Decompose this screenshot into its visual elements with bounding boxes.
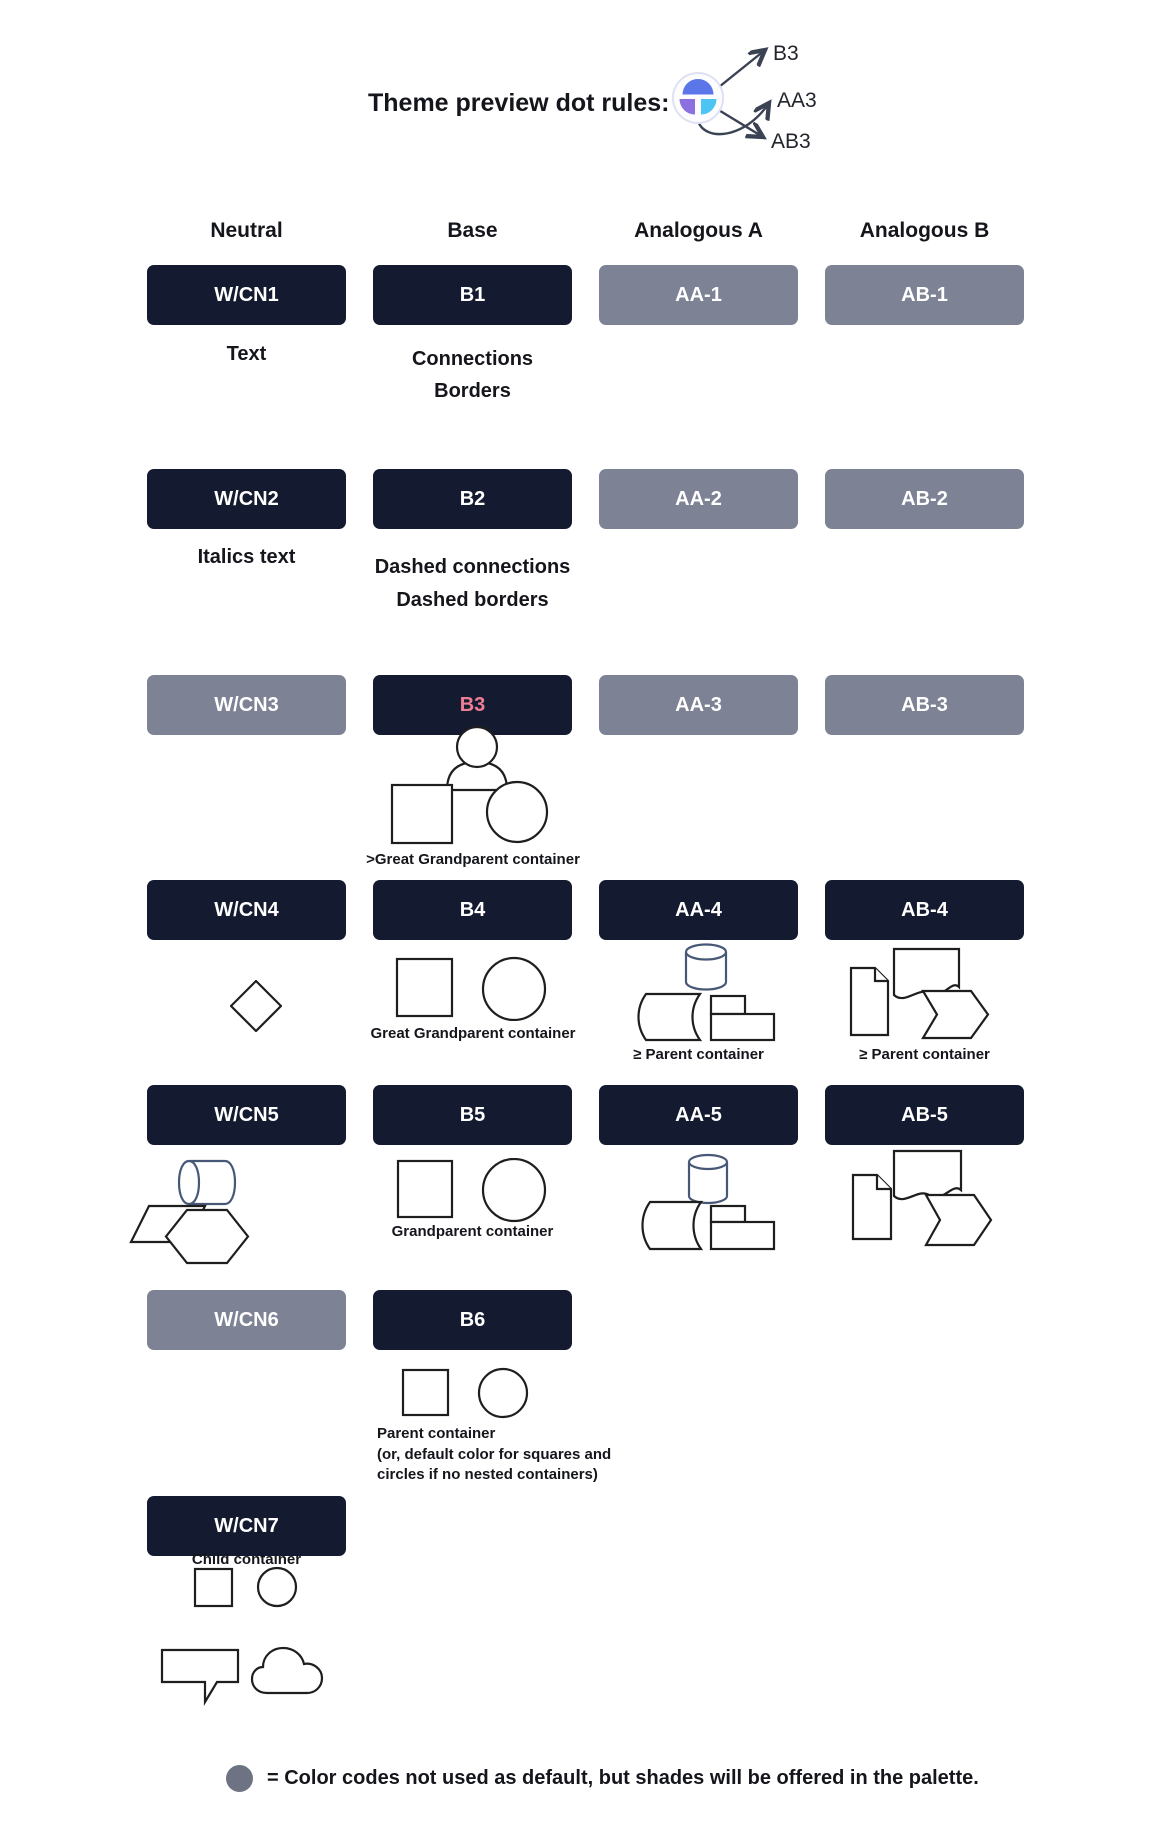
swatch-b2 [373, 469, 572, 529]
wcn4-diamond-shape [230, 980, 282, 1032]
wcn7-shape-group [190, 1563, 310, 1611]
swatch-label: AA-2 [675, 487, 722, 510]
swatch-aa4 [599, 880, 798, 940]
swatch-label: B3 [459, 693, 486, 716]
column-header-analogous-b: Analogous B [859, 219, 990, 242]
note-line: (or, default color for squares and [377, 1445, 612, 1463]
swatch-label: W/CN3 [214, 693, 279, 716]
wavy-document-shape [894, 1151, 961, 1199]
legend-text: = Color codes not used as default, but shades will be offered in the palette. [267, 1767, 979, 1789]
swatch-wcn4 [147, 880, 346, 940]
swatch-wcn2 [147, 469, 346, 529]
circle-shape [258, 1568, 296, 1606]
fold-line [877, 1175, 891, 1189]
swatch-b4 [373, 880, 572, 940]
note-line: Parent container [377, 1425, 496, 1442]
horizontal-cylinder-shape [179, 1161, 235, 1204]
square-shape [397, 959, 452, 1016]
swatch-b1 [373, 265, 572, 325]
swatch-label: AA-4 [675, 898, 722, 921]
square-shape [195, 1569, 232, 1606]
swatch-b5 [373, 1085, 572, 1145]
fold-line [875, 968, 888, 981]
callout-shape [162, 1650, 238, 1702]
column-header-neutral: Neutral [210, 219, 283, 242]
b5-shape-group [395, 1158, 550, 1228]
swatch-ab4 [825, 880, 1024, 940]
aa5-shape-group [630, 1145, 780, 1255]
swatch-wcn5 [147, 1085, 346, 1145]
note-italics-text: Italics text [197, 546, 296, 568]
chevron-shape [923, 991, 988, 1038]
swatch-label: W/CN1 [214, 283, 279, 306]
swatch-label: AB-3 [901, 693, 948, 716]
swatch-aa1 [599, 265, 798, 325]
swatch-label: AA-5 [675, 1103, 722, 1126]
curved-container-shape [639, 994, 701, 1040]
swatch-label: W/CN5 [214, 1103, 279, 1126]
chevron-shape [926, 1195, 991, 1245]
note-line: Borders [434, 380, 511, 402]
swatch-label: B6 [459, 1308, 486, 1331]
swatch-aa2 [599, 469, 798, 529]
note-line: Dashed connections [374, 556, 571, 578]
swatch-label: AB-2 [901, 487, 948, 510]
arrow-to-b3 [714, 50, 765, 91]
swatch-label: AB-4 [901, 898, 948, 921]
tabbed-rect-shape [711, 1014, 774, 1040]
square-shape [398, 1161, 452, 1217]
wcn7-note: Child container [191, 1551, 302, 1568]
swatch-aa5 [599, 1085, 798, 1145]
swatch-label: B5 [459, 1103, 486, 1126]
b4-note: Great Grandparent container [370, 1025, 576, 1042]
cylinder-cap-line [189, 1161, 199, 1204]
b6-note [377, 1424, 667, 1486]
b3-note: >Great Grandparent container [366, 851, 580, 868]
note-text: Text [226, 343, 267, 365]
circle-shape [479, 1369, 527, 1417]
legend-dot [226, 1765, 253, 1792]
circle-shape [483, 958, 545, 1020]
ab4-shape-group [845, 945, 995, 1045]
aa4-note: ≥ Parent container [633, 1046, 764, 1063]
b3-shape-group [385, 722, 555, 850]
circle-shape [487, 782, 547, 842]
note-dashed [373, 551, 572, 617]
cylinder-top-shape [686, 945, 726, 960]
swatch-label: W/CN4 [214, 898, 279, 921]
dot-label-aa3: AA3 [777, 89, 817, 112]
b5-note: Grandparent container [391, 1223, 554, 1240]
dot-label-ab3: AB3 [771, 130, 811, 153]
ab5-shape-group [845, 1140, 995, 1252]
curved-container-shape [643, 1202, 702, 1249]
tabbed-rect-shape [711, 1222, 774, 1249]
square-shape [392, 785, 452, 843]
page-title: Theme preview dot rules: [368, 89, 670, 117]
swatch-ab5 [825, 1085, 1024, 1145]
swatch-wcn6 [147, 1290, 346, 1350]
theme-preview-dot-icon [655, 15, 855, 150]
note-line: Dashed borders [396, 589, 549, 611]
wcn5-shape-group [125, 1150, 265, 1270]
cylinder-top-shape [689, 1155, 727, 1169]
column-header-base: Base [447, 219, 498, 242]
swatch-ab1 [825, 265, 1024, 325]
swatch-label: W/CN2 [214, 487, 279, 510]
swatch-label: B1 [459, 283, 486, 306]
dot-label-b3: B3 [773, 42, 799, 65]
swatch-label: B2 [459, 487, 486, 510]
swatch-label: W/CN6 [214, 1308, 279, 1331]
aa4-shape-group [630, 940, 780, 1044]
swatch-label: AB-1 [901, 283, 948, 306]
square-shape [403, 1370, 448, 1415]
swatch-label: AA-3 [675, 693, 722, 716]
swatch-wcn1 [147, 265, 346, 325]
swatch-wcn7 [147, 1496, 346, 1556]
tab-shape [711, 996, 745, 1014]
swatch-b6 [373, 1290, 572, 1350]
diamond-shape [231, 981, 281, 1031]
person-head-shape [457, 727, 497, 767]
swatch-ab2 [825, 469, 1024, 529]
swatch-label: W/CN7 [214, 1514, 279, 1537]
ab4-note: ≥ Parent container [859, 1046, 990, 1063]
swatch-wcn3 [147, 675, 346, 735]
wcn7-extra-shape-group [155, 1638, 345, 1713]
circle-shape [483, 1159, 545, 1221]
b6-shape-group [400, 1365, 535, 1423]
cloud-shape [252, 1648, 322, 1693]
note-connections-borders [373, 343, 572, 407]
swatch-label: B4 [459, 898, 486, 921]
swatch-label: AA-1 [675, 283, 722, 306]
column-header-analogous-a: Analogous A [634, 219, 763, 242]
swatch-label: AB-5 [901, 1103, 948, 1126]
swatch-aa3 [599, 675, 798, 735]
swatch-ab3 [825, 675, 1024, 735]
note-line: circles if no nested containers) [377, 1466, 598, 1483]
b4-shape-group [395, 955, 550, 1021]
note-line: Connections [411, 348, 534, 370]
tab-shape [711, 1206, 745, 1222]
